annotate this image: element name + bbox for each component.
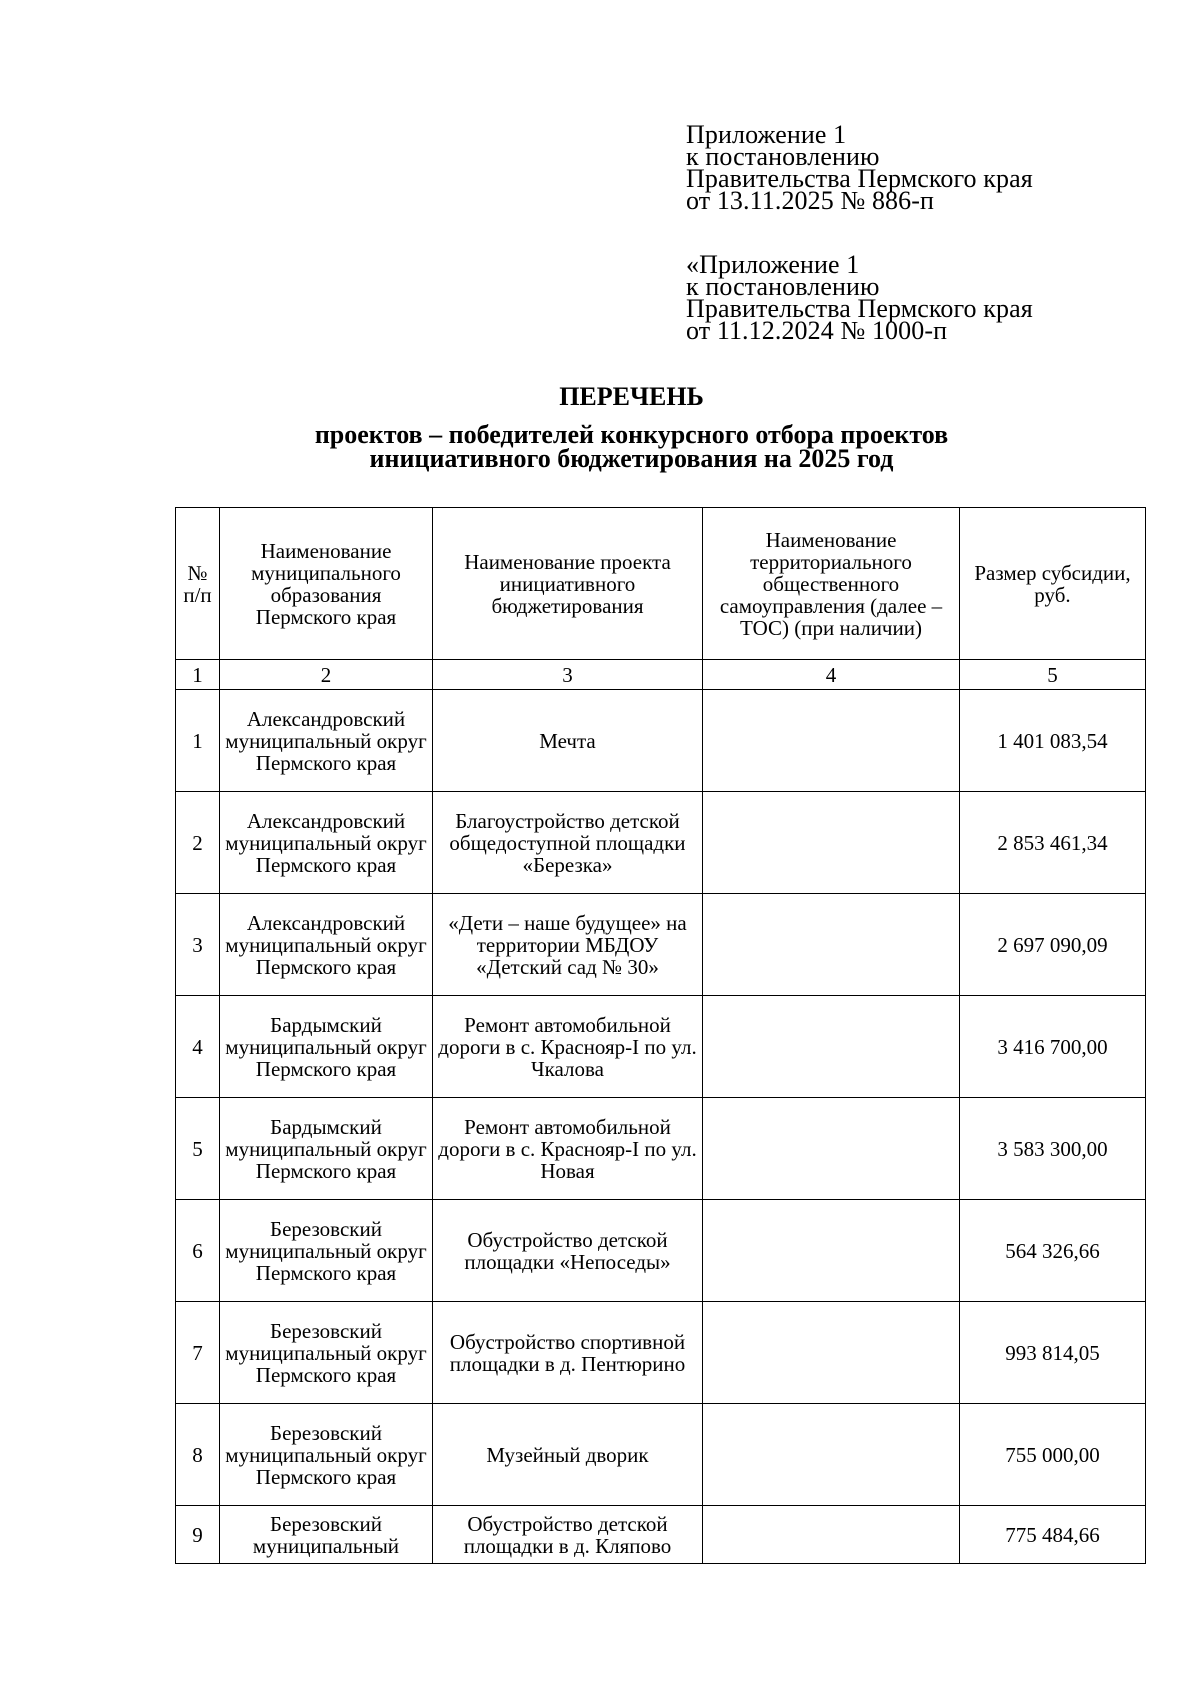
column-number: 1 [176, 660, 220, 690]
column-number: 4 [703, 660, 960, 690]
row-project: Ремонт автомобильной дороги в с. Краснояр-I по ул. Новая [433, 1098, 703, 1200]
table-row [176, 996, 1146, 1098]
row-municipality: Березовский муниципальный округ Пермского края [220, 1200, 433, 1302]
row-tos [703, 792, 960, 894]
row-number: 9 [176, 1506, 220, 1564]
header-project: Наименование проекта инициативного бюджетирования [433, 508, 703, 660]
table-row [176, 1098, 1146, 1200]
row-tos [703, 1302, 960, 1404]
document-subtitle-line: инициативного бюджетирования на 2025 год [369, 444, 894, 473]
appendix-current-line: к постановлению [686, 142, 880, 171]
table-row [176, 1404, 1146, 1506]
row-number: 3 [176, 894, 220, 996]
row-amount: 993 814,05 [960, 1302, 1146, 1404]
document-title: ПЕРЕЧЕНЬ [559, 382, 704, 411]
document-subtitle-line: проектов – победителей конкурсного отбора проектов [314, 420, 949, 449]
row-tos [703, 996, 960, 1098]
row-project: Обустройство спортивной площадки в д. Пентюрино [433, 1302, 703, 1404]
table-row [176, 1302, 1146, 1404]
row-number: 6 [176, 1200, 220, 1302]
row-amount: 3 416 700,00 [960, 996, 1146, 1098]
row-tos [703, 1200, 960, 1302]
projects-table [175, 507, 1146, 1564]
row-amount: 775 484,66 [960, 1506, 1146, 1564]
row-number: 2 [176, 792, 220, 894]
header-municipality: Наименование муниципального образования Пермского края [220, 508, 433, 660]
row-municipality: Бардымский муниципальный округ Пермского края [220, 996, 433, 1098]
row-amount: 1 401 083,54 [960, 690, 1146, 792]
row-number: 7 [176, 1302, 220, 1404]
appendix-original-line: от 11.12.2024 № 1000-п [686, 316, 948, 345]
row-municipality: Березовский муниципальный [220, 1506, 433, 1564]
row-project: Мечта [433, 690, 703, 792]
appendix-current-line: от 13.11.2025 № 886-п [686, 186, 935, 215]
table-row [176, 894, 1146, 996]
table-row [176, 690, 1146, 792]
appendix-original-line: «Приложение 1 [686, 250, 860, 279]
row-tos [703, 1506, 960, 1564]
row-tos [703, 894, 960, 996]
row-amount: 755 000,00 [960, 1404, 1146, 1506]
row-project: Благоустройство детской общедоступной площадки «Березка» [433, 792, 703, 894]
table-row [176, 1200, 1146, 1302]
row-project: Ремонт автомобильной дороги в с. Краснояр-I по ул. Чкалова [433, 996, 703, 1098]
row-municipality: Александровский муниципальный округ Пермского края [220, 894, 433, 996]
row-amount: 2 697 090,09 [960, 894, 1146, 996]
appendix-original-block [686, 250, 1033, 345]
row-municipality: Александровский муниципальный округ Пермского края [220, 792, 433, 894]
table-row [176, 792, 1146, 894]
row-project: «Дети – наше будущее» на территории МБДОУ «Детский сад № 30» [433, 894, 703, 996]
row-tos [703, 1404, 960, 1506]
column-number: 3 [433, 660, 703, 690]
row-municipality: Березовский муниципальный округ Пермского края [220, 1404, 433, 1506]
header-number: № п/п [176, 508, 220, 660]
row-amount: 564 326,66 [960, 1200, 1146, 1302]
row-tos [703, 1098, 960, 1200]
row-municipality: Бардымский муниципальный округ Пермского края [220, 1098, 433, 1200]
appendix-original-line: Правительства Пермского края [686, 294, 1033, 323]
row-municipality: Березовский муниципальный округ Пермского края [220, 1302, 433, 1404]
header-tos: Наименование территориального общественного самоуправления (далее – ТОС) (при наличии) [703, 508, 960, 660]
row-number: 1 [176, 690, 220, 792]
row-number: 8 [176, 1404, 220, 1506]
row-municipality: Александровский муниципальный округ Пермского края [220, 690, 433, 792]
appendix-current-line: Правительства Пермского края [686, 164, 1033, 193]
row-number: 5 [176, 1098, 220, 1200]
row-project: Обустройство детской площадки «Непоседы» [433, 1200, 703, 1302]
column-number: 2 [220, 660, 433, 690]
table-header-row [176, 508, 1146, 660]
row-number: 4 [176, 996, 220, 1098]
table-row [176, 1506, 1146, 1564]
appendix-current-block [686, 120, 1033, 215]
column-number: 5 [960, 660, 1146, 690]
row-amount: 2 853 461,34 [960, 792, 1146, 894]
appendix-original-line: к постановлению [686, 272, 880, 301]
row-amount: 3 583 300,00 [960, 1098, 1146, 1200]
header-amount: Размер субсидии, руб. [960, 508, 1146, 660]
appendix-current-line: Приложение 1 [686, 120, 847, 149]
row-project: Музейный дворик [433, 1404, 703, 1506]
column-number-row [176, 660, 1146, 690]
row-project: Обустройство детской площадки в д. Кляпово [433, 1506, 703, 1564]
row-tos [703, 690, 960, 792]
